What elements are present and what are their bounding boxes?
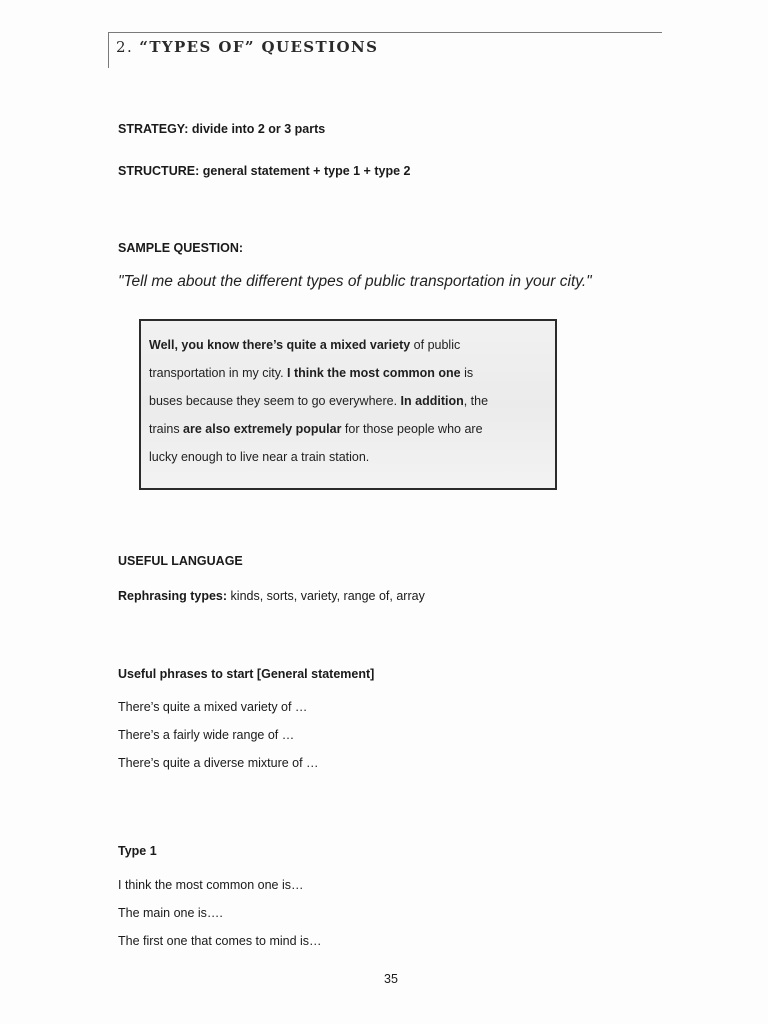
strategy-text: divide into 2 or 3 parts xyxy=(191,122,326,136)
general-statement-heading: Useful phrases to start [General statement] xyxy=(118,667,375,681)
general-statement-item: There’s a fairly wide range of … xyxy=(118,728,295,742)
general-statement-item: There’s quite a diverse mixture of … xyxy=(118,756,319,770)
page-number: 35 xyxy=(384,972,398,986)
type1-heading: Type 1 xyxy=(118,844,157,858)
rephrasing-label: Rephrasing types: xyxy=(118,589,228,603)
answer-text: is xyxy=(460,366,474,380)
strategy-line xyxy=(118,122,325,136)
answer-text: lucky enough to live near a train station. xyxy=(149,450,370,464)
answer-key-phrase: In addition xyxy=(400,394,464,408)
header-rule-left xyxy=(108,32,109,68)
rephrasing-text: kinds, sorts, variety, range of, array xyxy=(227,589,425,603)
sample-answer-line xyxy=(149,366,473,380)
rephrasing-line xyxy=(118,589,425,603)
type1-item: The first one that comes to mind is… xyxy=(118,934,322,948)
general-statement-item: There’s quite a mixed variety of … xyxy=(118,700,308,714)
structure-text: : general statement + type 1 + type 2 xyxy=(195,164,411,178)
section-heading: “TYPES OF” QUESTIONS xyxy=(139,38,379,56)
sample-question-text: "Tell me about the different types of public transportation in your city." xyxy=(118,273,592,290)
sample-answer-line xyxy=(149,394,488,408)
answer-key-phrase: Well, you know there’s quite a mixed variety xyxy=(149,338,411,352)
answer-text: transportation in my city. xyxy=(149,366,288,380)
sample-answer-line xyxy=(149,450,369,464)
answer-key-phrase: I think the most common one xyxy=(287,366,461,380)
answer-text: trains xyxy=(149,422,184,436)
type1-item: I think the most common one is… xyxy=(118,878,304,892)
structure-label: STRUCTURE xyxy=(118,164,196,178)
strategy-label: STRATEGY: xyxy=(118,122,189,136)
answer-key-phrase: are also extremely popular xyxy=(183,422,342,436)
useful-language-heading: USEFUL LANGUAGE xyxy=(118,554,243,568)
sample-answer-line xyxy=(149,338,460,352)
sample-question-label: SAMPLE QUESTION: xyxy=(118,241,244,255)
answer-text: for those people who are xyxy=(341,422,483,436)
sample-answer-line xyxy=(149,422,483,436)
answer-text: of public xyxy=(410,338,461,352)
type1-item: The main one is…. xyxy=(118,906,223,920)
section-title xyxy=(116,38,378,56)
answer-text: buses because they seem to go everywhere. xyxy=(149,394,401,408)
answer-text: , the xyxy=(463,394,489,408)
header-rule xyxy=(108,32,662,33)
structure-line xyxy=(118,164,410,178)
sample-answer-box xyxy=(139,319,557,490)
section-number: 2. xyxy=(116,38,134,56)
